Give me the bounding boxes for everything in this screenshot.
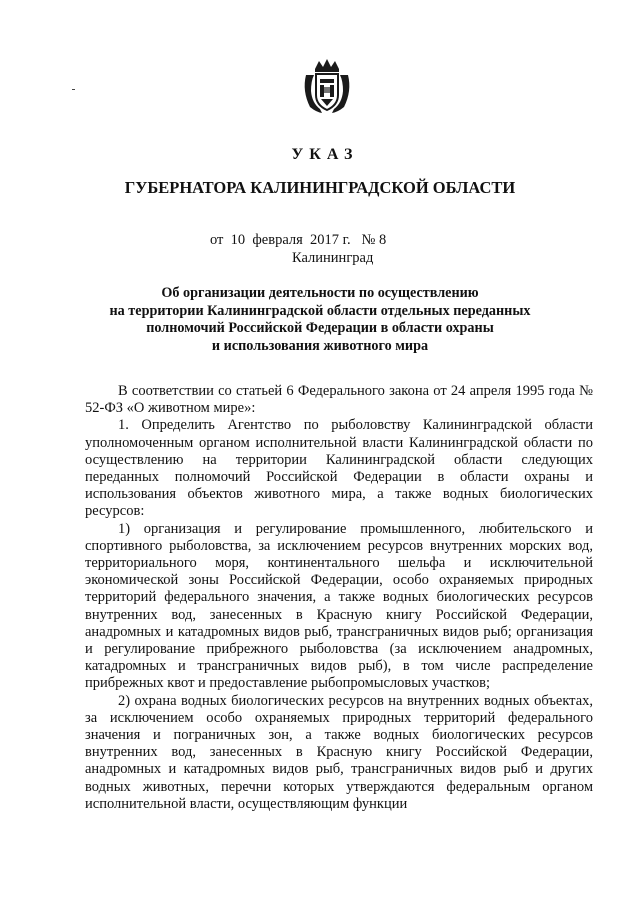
- decree-body: [85, 383, 593, 813]
- date-number-line: от 10 февраля 2017 г. № 8: [210, 232, 387, 248]
- coat-of-arms-icon: [302, 57, 352, 115]
- subject-line: на территории Калининградской области отдельных переданных: [109, 302, 531, 319]
- subject-line: и использования животного мира: [211, 337, 429, 354]
- paragraph-item-1: 1. Определить Агентство по рыболовству Калининградской области уполномоченным органом исполнительной власти Калининградской области по осуществлению на территории Калининградской области следующих переданных полномочий Российской Федерации в области охраны и использования объектов животного мира, а также водных биологических ресурсов:: [85, 417, 593, 520]
- decree-subject: [0, 285, 640, 355]
- document-type-title: УКАЗ: [291, 146, 359, 163]
- paragraph-preamble: В соответствии со статьей 6 Федерального закона от 24 апреля 1995 года № 52-ФЗ «О животном мире»:: [85, 383, 593, 417]
- city-name: Калининград: [292, 250, 374, 266]
- issuer-title: ГУБЕРНАТОРА КАЛИНИНГРАДСКОЙ ОБЛАСТИ: [124, 178, 516, 197]
- subject-line: полномочий Российской Федерации в области охраны: [146, 320, 494, 336]
- paragraph-subitem-1: 1) организация и регулирование промышленного, любительского и спортивного рыболовства, за исключением ресурсов внутренних морских вод, территориального моря, континентального шельфа и исключительной экономической зоны Российской Федерации, особо охраняемых природных территорий федерального значения, а также водных биологических ресурсов внутренних вод, занесенных в Красную книгу Российской Федерации, анадромных и катадромных видов рыб, трансграничных видов рыб; организация и регулирование прибрежного рыболовства (за исключением анадромных, катадромных и трансграничных видов рыб), в том числе распределение прибрежных квот и предоставление рыбопромысловых участков;: [85, 520, 593, 692]
- scan-speck: [72, 89, 75, 90]
- paragraph-subitem-2: 2) охрана водных биологических ресурсов на внутренних водных объектах, за исключением особо охраняемых природных территорий федерального значения и пограничных зон, а также водных биологических ресурсов внутренних вод, занесенных в Красную книгу Российской Федерации, анадромных и катадромных видов рыб, трансграничных видов рыб и других водных животных, перечни которых утверждаются федеральным органом исполнительной власти, осуществляющим функции: [85, 692, 593, 812]
- subject-line: Об организации деятельности по осуществлению: [161, 285, 479, 301]
